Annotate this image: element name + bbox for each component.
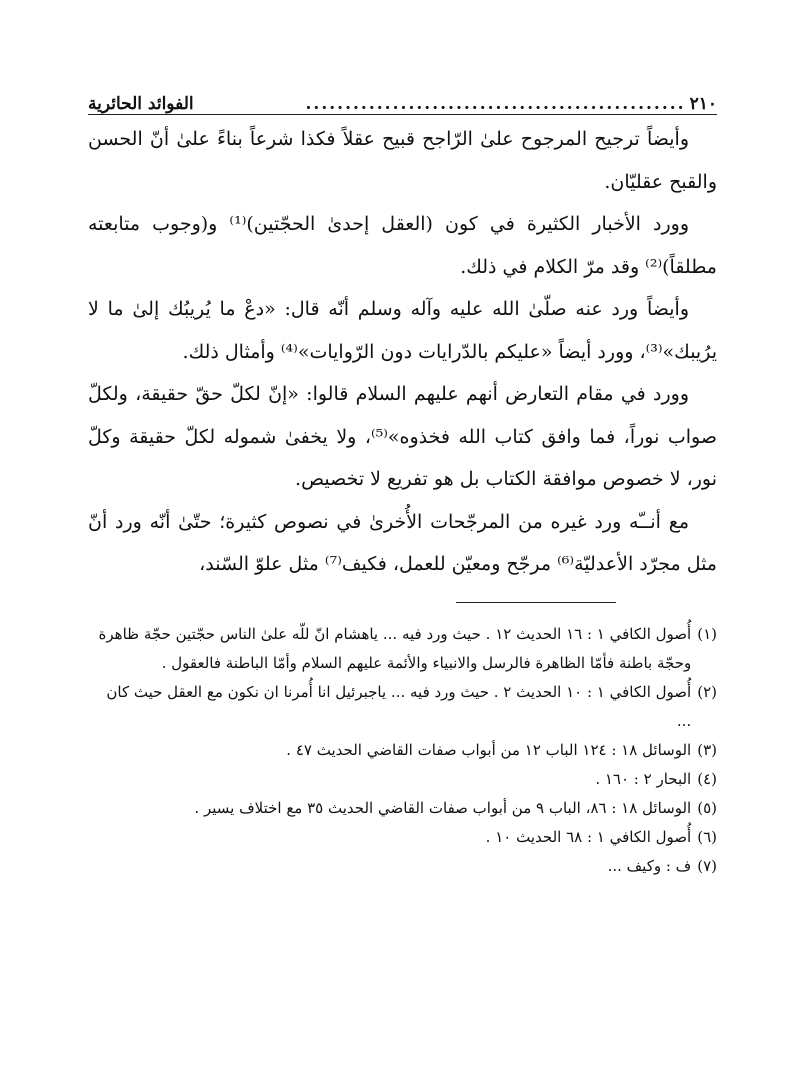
footnote-number: (٥) bbox=[697, 799, 717, 817]
footnotes bbox=[88, 620, 717, 881]
footnote bbox=[88, 620, 717, 678]
footnote bbox=[88, 678, 717, 736]
paragraph: وورد الأخبار الكثيرة في كون (العقل إحدىٰ الحجّتين)⁽¹⁾ و(وجوب متابعته مطلقاً)⁽²⁾ وقد مرّ الكلام في ذلك. bbox=[88, 213, 717, 278]
footnote-number: (٢) bbox=[697, 683, 717, 701]
paragraph: وأيضاً ورد عنه صلّىٰ الله عليه وآله وسلم أنّه قال: «دعْ ما يُريبُك إلىٰ ما لا يرُيبك»⁽³⁾، وورد أيضاً «عليكم بالدّرايات دون الرّوايات»⁽⁴⁾ وأمثال ذلك. bbox=[88, 298, 717, 363]
footnote bbox=[88, 794, 717, 823]
main-text bbox=[88, 118, 717, 586]
header-dot-leader: ................................................ bbox=[305, 94, 686, 114]
paragraph: وورد في مقام التعارض أنهم عليهم السلام قالوا: «إنّ لكلّ حقّ حقيقة، ولكلّ صواب نوراً، فما وافق كتاب الله فخذوه»⁽⁵⁾، ولا يخفىٰ شموله لكلّ حقيقة وكلّ نور، لا خصوص موافقة الكتاب بل هو تفريع لا تخصيص. bbox=[88, 383, 717, 490]
footnote bbox=[88, 736, 717, 765]
footnote-number: (٤) bbox=[697, 770, 717, 788]
footnote-text: أُصول الكافي ١ : ١٠ الحديث ٢ . حيث ورد فيه ... ياجبرئيل انا أُمرنا ان نكون مع العقل حيث كان ... bbox=[106, 683, 692, 730]
page-number: ٢١٠ bbox=[689, 94, 717, 114]
footnote-number: (٦) bbox=[697, 828, 717, 846]
footnote-text: أُصول الكافي ١ : ٦٨ الحديث ١٠ . bbox=[485, 828, 692, 846]
footnote bbox=[88, 852, 717, 881]
footnote bbox=[88, 765, 717, 794]
running-header bbox=[88, 80, 717, 115]
footnote-number: (٣) bbox=[697, 741, 717, 759]
footnote-number: (١) bbox=[697, 625, 717, 643]
paragraph: مع أنــّه ورد غيره من المرجّحات الأُخرىٰ في نصوص كثيرة؛ حتّىٰ أنّه ورد أنّ مثل مجرّد الأعدليّة⁽⁶⁾ مرجّح ومعيّن للعمل، فكيف⁽⁷⁾ مثل علوّ السّند، bbox=[88, 510, 717, 575]
footnote-separator bbox=[456, 602, 616, 603]
footnote-text: أُصول الكافي ١ : ١٦ الحديث ١٢ . حيث ورد فيه ... ياهشام انّ للّه علىٰ الناس حجّتين حجّة ظاهرة وحجّة باطنة فأمّا الظاهرة فالرسل والانبياء والأئمة عليهم السلام وأمّا الباطنة فالعقول . bbox=[98, 625, 692, 672]
running-title: الفوائد الحائرية bbox=[88, 94, 194, 114]
paragraph: وأيضاً ترجيح المرجوح علىٰ الرّاجح قبيح عقلاً فكذا شرعاً بناءً علىٰ أنّ الحسن والقبح عقليّان. bbox=[88, 128, 717, 193]
footnote-text: ف : وكيف ... bbox=[607, 857, 692, 875]
footnote-text: الوسائل ١٨ : ٨٦، الباب ٩ من أبواب صفات القاضي الحديث ٣٥ مع اختلاف يسير . bbox=[194, 799, 692, 817]
footnote-text: الوسائل ١٨ : ١٢٤ الباب ١٢ من أبواب صفات القاضي الحديث ٤٧ . bbox=[286, 741, 692, 759]
footnote bbox=[88, 823, 717, 852]
footnote-number: (٧) bbox=[697, 857, 717, 875]
footnote-text: البحار ٢ : ١٦٠ . bbox=[595, 770, 692, 788]
